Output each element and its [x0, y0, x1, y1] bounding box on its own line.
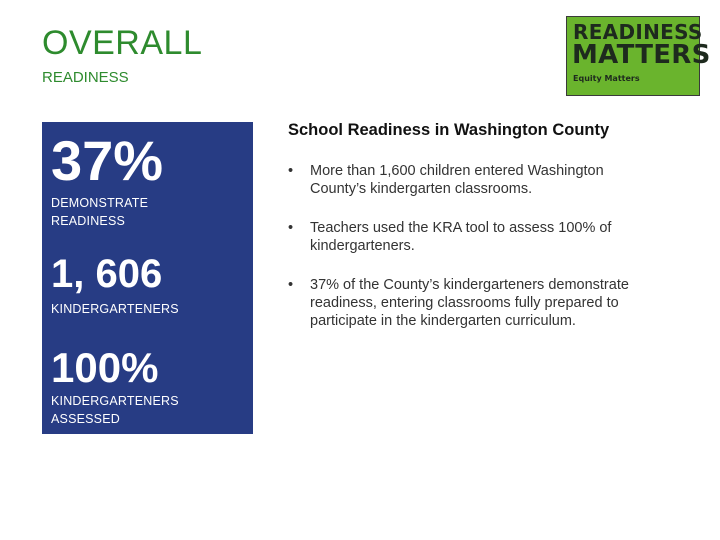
- stat-kindergarteners-label: [51, 300, 179, 318]
- bullet-list: [288, 162, 688, 330]
- list-item: [288, 162, 688, 198]
- logo-line-2: MATTERS: [572, 40, 711, 70]
- list-item-line: 37% of the County’s kindergarteners demonstrate: [310, 277, 629, 293]
- logo-tagline: Equity Matters: [573, 74, 640, 83]
- stat-kindergarteners-count: 1, 606: [51, 252, 163, 296]
- bullet-icon: •: [288, 220, 294, 236]
- list-item-line: readiness, entering classrooms fully prepared to: [310, 295, 619, 311]
- stat-readiness-label: [51, 194, 148, 230]
- list-item: [288, 219, 688, 255]
- list-item-line: kindergarteners.: [310, 238, 415, 254]
- content-section: [288, 121, 688, 351]
- list-item-line: Teachers used the KRA tool to assess 100% of: [310, 220, 612, 236]
- stat-assessed-label-line-2: ASSESSED: [51, 412, 120, 426]
- stat-readiness-percent: 37%: [51, 129, 164, 192]
- list-item-line: participate in the kindergarten curriculum.: [310, 313, 576, 329]
- stat-assessed-label-line-1: KINDERGARTENERS: [51, 394, 179, 408]
- readiness-matters-logo: [566, 16, 711, 96]
- bullet-icon: •: [288, 277, 294, 293]
- logo-line-1: READINESS: [573, 20, 703, 44]
- bullet-icon: •: [288, 163, 294, 179]
- stat-readiness-label-line-1: DEMONSTRATE: [51, 196, 149, 210]
- list-item-line: County’s kindergarten classrooms.: [310, 181, 533, 197]
- list-item: [288, 276, 688, 330]
- page-title: OVERALL: [42, 24, 203, 62]
- section-heading: School Readiness in Washington County: [288, 121, 610, 139]
- stat-kindergarteners-label-line-1: KINDERGARTENERS: [51, 302, 179, 316]
- list-item-line: More than 1,600 children entered Washington: [310, 163, 604, 179]
- stats-panel: [42, 122, 253, 434]
- stat-readiness-label-line-2: READINESS: [51, 214, 126, 228]
- page-subtitle: READINESS: [42, 69, 129, 86]
- stat-assessed-label: [51, 392, 179, 428]
- stat-assessed-percent: 100%: [51, 344, 159, 391]
